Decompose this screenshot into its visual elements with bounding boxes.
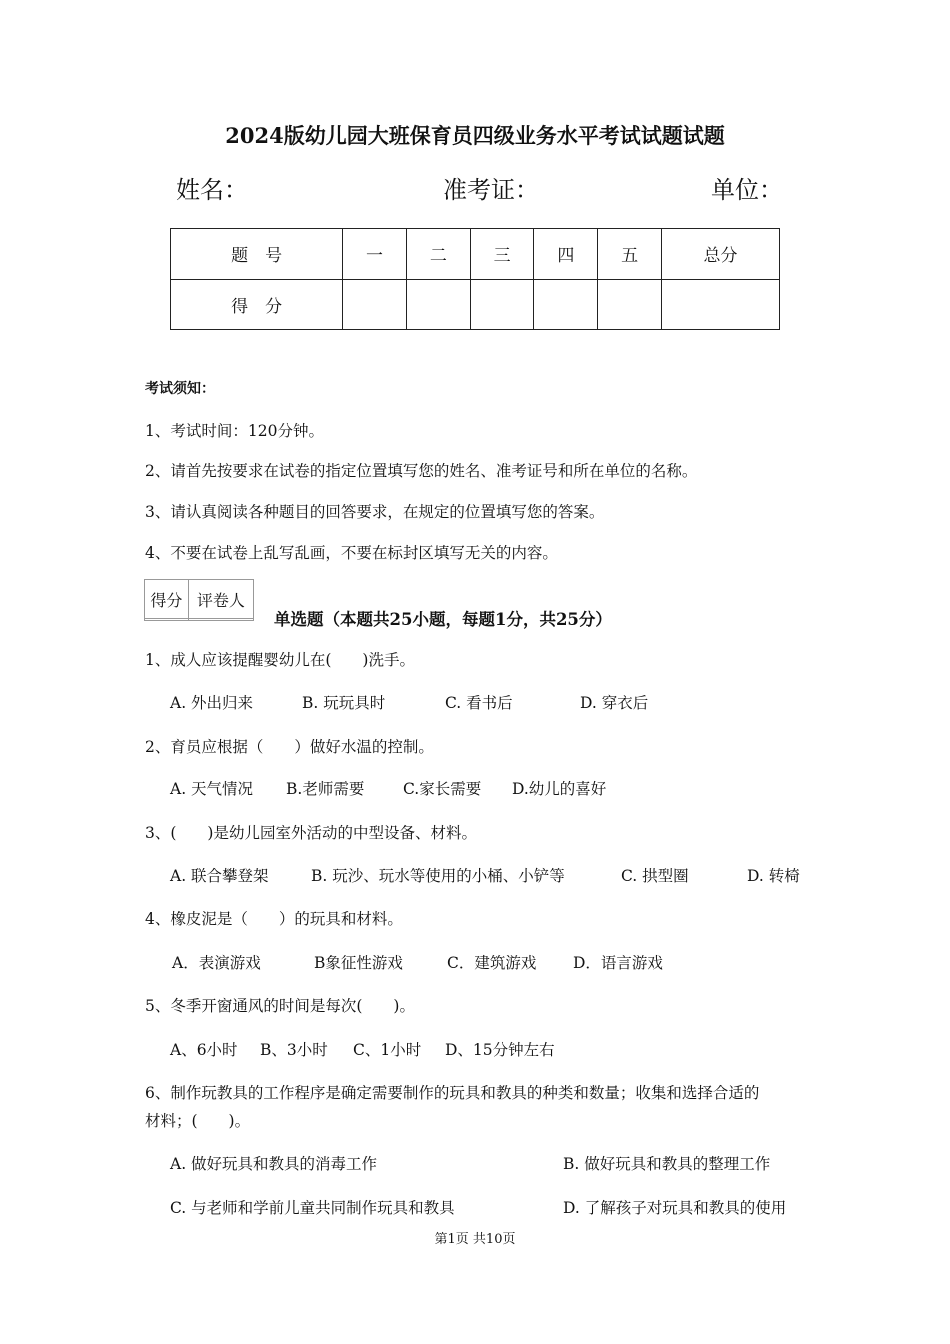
notice-item: 2、请首先按要求在试卷的指定位置填写您的姓名、准考证号和所在单位的名称。	[145, 462, 698, 480]
option-c: C．建筑游戏	[447, 954, 537, 972]
notice-item: 1、考试时间：120分钟。	[145, 422, 324, 440]
grader-score-cell[interactable]	[145, 619, 189, 621]
option-b: B. 做好玩具和教具的整理工作	[563, 1155, 771, 1173]
grader-reviewer-label: 评卷人	[188, 580, 253, 619]
score-cell[interactable]	[406, 279, 470, 330]
score-cell[interactable]	[470, 279, 534, 330]
option-d: D. 转椅	[747, 867, 800, 885]
score-table-header-cell: 题 号	[171, 229, 343, 280]
score-row-label: 得 分	[171, 279, 343, 330]
option-d: D.幼儿的喜好	[512, 780, 607, 798]
score-table-header-cell: 三	[470, 229, 534, 280]
option-a: A. 天气情况	[170, 780, 254, 798]
page-footer: 第1页 共10页	[434, 1232, 516, 1247]
score-cell[interactable]	[343, 279, 407, 330]
question-stem-line2: 材料；( )。	[145, 1112, 251, 1130]
score-cell[interactable]	[534, 279, 598, 330]
score-table-header-cell: 二	[406, 229, 470, 280]
score-table	[170, 228, 780, 330]
option-b: B象征性游戏	[314, 954, 403, 972]
question-stem: 1、成人应该提醒婴幼儿在( )洗手。	[145, 651, 415, 669]
question-stem: 2、育员应根据（ ）做好水温的控制。	[145, 738, 434, 756]
grader-box	[144, 579, 254, 621]
option-a: A. 联合攀登架	[170, 867, 269, 885]
question-stem-line1: 6、制作玩教具的工作程序是确定需要制作的玩具和教具的种类和数量；收集和选择合适的	[145, 1084, 760, 1102]
section-title: 单选题（本题共25小题，每题1分，共25分）	[274, 610, 612, 629]
score-cell[interactable]	[662, 279, 780, 330]
score-table-header-cell: 总分	[662, 229, 780, 280]
option-a: A. 做好玩具和教具的消毒工作	[170, 1155, 378, 1173]
option-a: A．表演游戏	[172, 954, 261, 972]
option-b: B、3小时	[260, 1041, 328, 1059]
score-table-score-row	[171, 279, 780, 330]
grader-reviewer-cell[interactable]	[188, 619, 253, 621]
option-d: D. 了解孩子对玩具和教具的使用	[563, 1199, 787, 1217]
notice-item: 3、请认真阅读各种题目的回答要求，在规定的位置填写您的答案。	[145, 503, 605, 521]
exam-title: 2024版幼儿园大班保育员四级业务水平考试试题试题	[225, 123, 725, 148]
option-d: D．语言游戏	[573, 954, 663, 972]
option-c: C. 与老师和学前儿童共同制作玩具和教具	[170, 1199, 455, 1217]
option-b: B.老师需要	[286, 780, 365, 798]
option-a: A. 外出归来	[170, 694, 254, 712]
option-b: B. 玩沙、玩水等使用的小桶、小铲等	[311, 867, 565, 885]
option-b: B. 玩玩具时	[302, 694, 386, 712]
option-c: C. 看书后	[445, 694, 513, 712]
exam-id-field-label: 准考证：	[443, 176, 539, 204]
option-c: C.家长需要	[403, 780, 482, 798]
score-table-header-row	[171, 229, 780, 280]
score-table-header-cell: 一	[343, 229, 407, 280]
question-stem: 3、( )是幼儿园室外活动的中型设备、材料。	[145, 824, 477, 842]
name-field-label: 姓名：	[176, 176, 248, 204]
question-stem: 4、橡皮泥是（ ）的玩具和材料。	[145, 910, 403, 928]
option-a: A、6小时	[170, 1041, 238, 1059]
grader-score-label: 得分	[145, 580, 189, 619]
score-table-header-cell: 五	[598, 229, 662, 280]
option-c: C. 拱型圈	[621, 867, 689, 885]
option-d: D、15分钟左右	[445, 1041, 555, 1059]
score-table-header-cell: 四	[534, 229, 598, 280]
notice-heading: 考试须知：	[145, 381, 215, 397]
unit-field-label: 单位：	[711, 176, 783, 204]
question-stem: 5、冬季开窗通风的时间是每次( )。	[145, 997, 415, 1015]
score-cell[interactable]	[598, 279, 662, 330]
option-d: D. 穿衣后	[580, 694, 649, 712]
option-c: C、1小时	[353, 1041, 422, 1059]
notice-item: 4、不要在试卷上乱写乱画，不要在标封区填写无关的内容。	[145, 544, 558, 562]
